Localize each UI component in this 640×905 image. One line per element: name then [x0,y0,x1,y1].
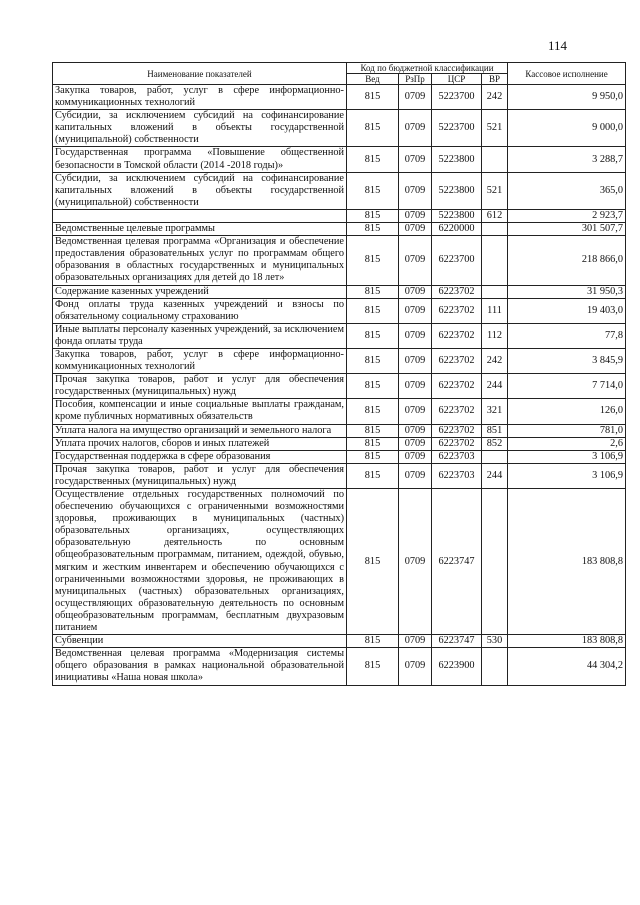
row-ved: 815 [347,399,399,424]
header-vr: ВР [482,74,508,85]
row-rzpr: 0709 [399,85,432,110]
row-vr [482,489,508,635]
row-csr: 6223702 [432,424,482,437]
row-vr: 242 [482,85,508,110]
row-ved: 815 [347,348,399,373]
row-name: Прочая закупка товаров, работ и услуг для обеспечения государственных (муниципальных) нужд [53,463,347,488]
table-row [53,463,626,488]
row-vr: 612 [482,209,508,222]
row-ved: 815 [347,209,399,222]
row-amount: 365,0 [508,172,626,209]
row-amount: 9 950,0 [508,85,626,110]
row-amount: 7 714,0 [508,374,626,399]
row-amount: 77,8 [508,323,626,348]
row-rzpr: 0709 [399,348,432,373]
row-vr: 852 [482,437,508,450]
row-ved: 815 [347,147,399,172]
row-amount: 2 923,7 [508,209,626,222]
row-vr [482,236,508,285]
row-name: Иные выплаты персоналу казенных учреждений, за исключением фонда оплаты труда [53,323,347,348]
row-name: Пособия, компенсации и иные социальные выплаты гражданам, кроме публичных нормативных обязательств [53,399,347,424]
table-row [53,635,626,648]
header-row [53,63,626,74]
row-ved: 815 [347,223,399,236]
row-amount: 9 000,0 [508,110,626,147]
row-name: Государственная поддержка в сфере образования [53,450,347,463]
row-vr: 112 [482,323,508,348]
header-code-group: Код по бюджетной классификации [347,63,508,74]
row-csr: 5223800 [432,172,482,209]
row-vr: 530 [482,635,508,648]
row-amount: 44 304,2 [508,648,626,685]
row-csr: 6223747 [432,489,482,635]
table-body [53,85,626,686]
header-csr: ЦСР [432,74,482,85]
row-ved: 815 [347,298,399,323]
row-amount: 3 845,9 [508,348,626,373]
row-csr: 6223702 [432,323,482,348]
row-csr: 6223747 [432,635,482,648]
row-amount: 3 106,9 [508,450,626,463]
row-name: Закупка товаров, работ, услуг в сфере информационно-коммуникационных технологий [53,348,347,373]
row-ved: 815 [347,463,399,488]
row-amount: 19 403,0 [508,298,626,323]
table-row [53,399,626,424]
table-row [53,209,626,222]
row-csr: 5223800 [432,209,482,222]
row-amount: 3 106,9 [508,463,626,488]
row-csr: 5223700 [432,110,482,147]
table-row [53,172,626,209]
row-vr: 244 [482,463,508,488]
row-rzpr: 0709 [399,463,432,488]
budget-table [52,62,626,686]
row-name: Осуществление отдельных государственных полномочий по обеспечению обучающихся с ограниченными возможностями здоровья, проживающих в муниципальных (частных) образовательных организациях, осуществляющих образовательную деятельность по основным общеобразовательным программам, питанием, одеждой, обувью, мягким и жестким инвентарем и обеспечению обучающихся с ограниченными возможностями здоровья, не проживающих в муниципальных (частных) образовательных организациях, осуществляющих образовательную деятельность по основным общеобразовательным программам, бесплатным двухразовым питанием [53,489,347,635]
row-rzpr: 0709 [399,450,432,463]
row-rzpr: 0709 [399,298,432,323]
header-ved: Вед [347,74,399,85]
row-csr: 6223702 [432,348,482,373]
row-vr: 851 [482,424,508,437]
row-csr: 6223702 [432,285,482,298]
row-vr: 244 [482,374,508,399]
row-rzpr: 0709 [399,147,432,172]
row-name: Субсидии, за исключением субсидий на софинансирование капитальных вложений в объекты государственной (муниципальной) собственности [53,110,347,147]
row-rzpr: 0709 [399,236,432,285]
table-row [53,285,626,298]
row-ved: 815 [347,85,399,110]
row-csr: 6223703 [432,450,482,463]
row-name: Фонд оплаты труда казенных учреждений и взносы по обязательному социальному страхованию [53,298,347,323]
table-row [53,648,626,685]
row-csr: 6223702 [432,298,482,323]
page-number: 114 [548,38,568,53]
row-vr [482,147,508,172]
row-amount: 3 288,7 [508,147,626,172]
table-row [53,298,626,323]
row-name: Уплата налога на имущество организаций и земельного налога [53,424,347,437]
row-ved: 815 [347,648,399,685]
row-rzpr: 0709 [399,635,432,648]
row-name: Закупка товаров, работ, услуг в сфере информационно-коммуникационных технологий [53,85,347,110]
row-csr: 6223703 [432,463,482,488]
row-rzpr: 0709 [399,424,432,437]
row-vr: 111 [482,298,508,323]
row-ved: 815 [347,374,399,399]
row-amount: 126,0 [508,399,626,424]
row-amount: 183 808,8 [508,489,626,635]
row-vr: 242 [482,348,508,373]
row-csr: 6223702 [432,399,482,424]
row-rzpr: 0709 [399,110,432,147]
header-amount: Кассовое исполнение [508,63,626,85]
row-vr: 521 [482,110,508,147]
row-amount: 2,6 [508,437,626,450]
table-row [53,85,626,110]
row-name [53,209,347,222]
row-vr: 521 [482,172,508,209]
row-ved: 815 [347,635,399,648]
row-rzpr: 0709 [399,648,432,685]
row-rzpr: 0709 [399,223,432,236]
row-vr [482,285,508,298]
header-name: Наименование показателей [53,63,347,85]
table-row [53,223,626,236]
row-ved: 815 [347,424,399,437]
row-rzpr: 0709 [399,209,432,222]
table-row [53,374,626,399]
row-ved: 815 [347,323,399,348]
row-ved: 815 [347,437,399,450]
row-amount: 781,0 [508,424,626,437]
row-vr [482,223,508,236]
table-row [53,424,626,437]
row-name: Субсидии, за исключением субсидий на софинансирование капитальных вложений в объекты государственной (муниципальной) собственности [53,172,347,209]
row-name: Прочая закупка товаров, работ и услуг для обеспечения государственных (муниципальных) нужд [53,374,347,399]
row-rzpr: 0709 [399,437,432,450]
row-amount: 183 808,8 [508,635,626,648]
row-rzpr: 0709 [399,399,432,424]
table-row [53,147,626,172]
row-ved: 815 [347,172,399,209]
row-vr: 321 [482,399,508,424]
table-row [53,236,626,285]
row-rzpr: 0709 [399,323,432,348]
row-ved: 815 [347,285,399,298]
header-rzpr: РзПр [399,74,432,85]
row-vr [482,450,508,463]
row-csr: 6220000 [432,223,482,236]
row-name: Уплата прочих налогов, сборов и иных платежей [53,437,347,450]
row-rzpr: 0709 [399,374,432,399]
row-amount: 301 507,7 [508,223,626,236]
row-csr: 6223702 [432,437,482,450]
row-rzpr: 0709 [399,285,432,298]
row-name: Ведомственная целевая программа «Модернизация системы общего образования в рамках национальной образовательной инициативы «Наша новая школа» [53,648,347,685]
row-rzpr: 0709 [399,172,432,209]
row-ved: 815 [347,236,399,285]
row-csr: 5223800 [432,147,482,172]
table-row [53,489,626,635]
row-name: Содержание казенных учреждений [53,285,347,298]
row-vr [482,648,508,685]
row-name: Государственная программа «Повышение общественной безопасности в Томской области (2014 -2018 годы)» [53,147,347,172]
table-row [53,348,626,373]
row-csr: 5223700 [432,85,482,110]
row-name: Ведомственные целевые программы [53,223,347,236]
row-csr: 6223900 [432,648,482,685]
row-csr: 6223702 [432,374,482,399]
table-row [53,450,626,463]
table-row [53,110,626,147]
row-rzpr: 0709 [399,489,432,635]
row-amount: 218 866,0 [508,236,626,285]
row-ved: 815 [347,450,399,463]
row-ved: 815 [347,110,399,147]
row-name: Ведомственная целевая программа «Организация и обеспечение предоставления образовательных услуг по программам общего образования в областных государственных и муниципальных образовательных организациях для детей до 18 лет» [53,236,347,285]
row-csr: 6223700 [432,236,482,285]
row-ved: 815 [347,489,399,635]
table-row [53,323,626,348]
row-name: Субвенции [53,635,347,648]
row-amount: 31 950,3 [508,285,626,298]
table-row [53,437,626,450]
